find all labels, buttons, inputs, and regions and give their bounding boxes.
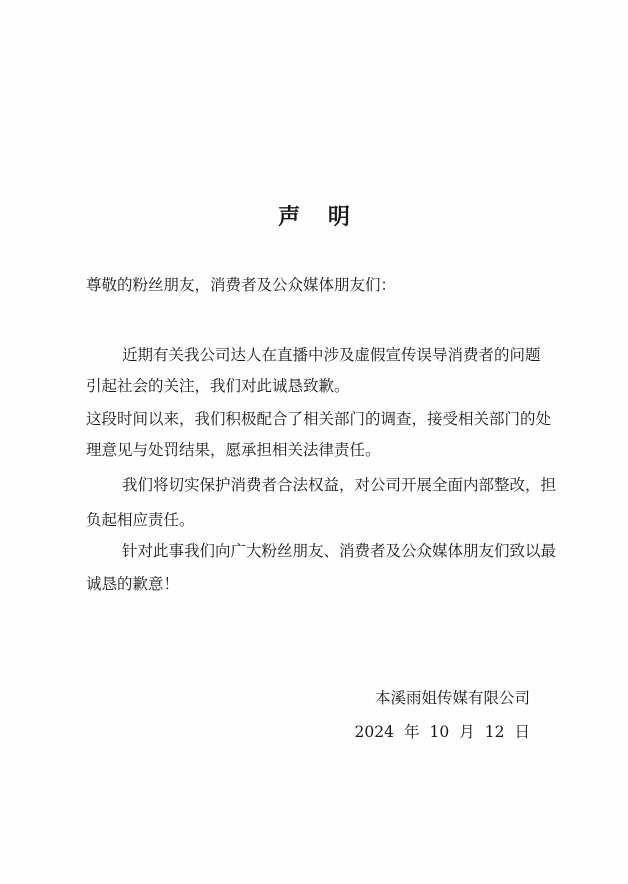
body-line-1: 近期有关我公司达人在直播中涉及虚假宣传误导消费者的问题 [122,346,541,364]
date-month-unit: 月 [459,723,475,741]
company-signature: 本溪雨姐传媒有限公司 [374,689,530,707]
body-line-4: 理意见与处罚结果，愿承担相关法律责任。 [86,441,381,459]
date-day-unit: 日 [514,723,530,741]
salutation: 尊敬的粉丝朋友，消费者及公众媒体朋友们： [86,276,397,294]
body-line-5: 我们将切实保护消费者合法权益，对公司开展全面内部整改，担 [122,476,557,494]
date-year-unit: 年 [403,723,420,741]
body-line-7: 针对此事我们向广大粉丝朋友、消费者及公众媒体朋友们致以最 [122,542,557,560]
body-line-2: 引起社会的关注，我们对此诚恳致歉。 [86,377,350,395]
date-month: 10 [429,723,450,741]
body-line-6: 负起相应责任。 [86,511,195,529]
date-day: 12 [484,723,505,741]
document-title: 声 明 [278,204,360,230]
body-line-3: 这段时间以来，我们积极配合了相关部门的调查，接受相关部门的处 [86,410,552,428]
statement-date [355,720,530,742]
date-year: 2024 [354,723,394,741]
body-line-8: 诚恳的歉意！ [86,575,180,593]
